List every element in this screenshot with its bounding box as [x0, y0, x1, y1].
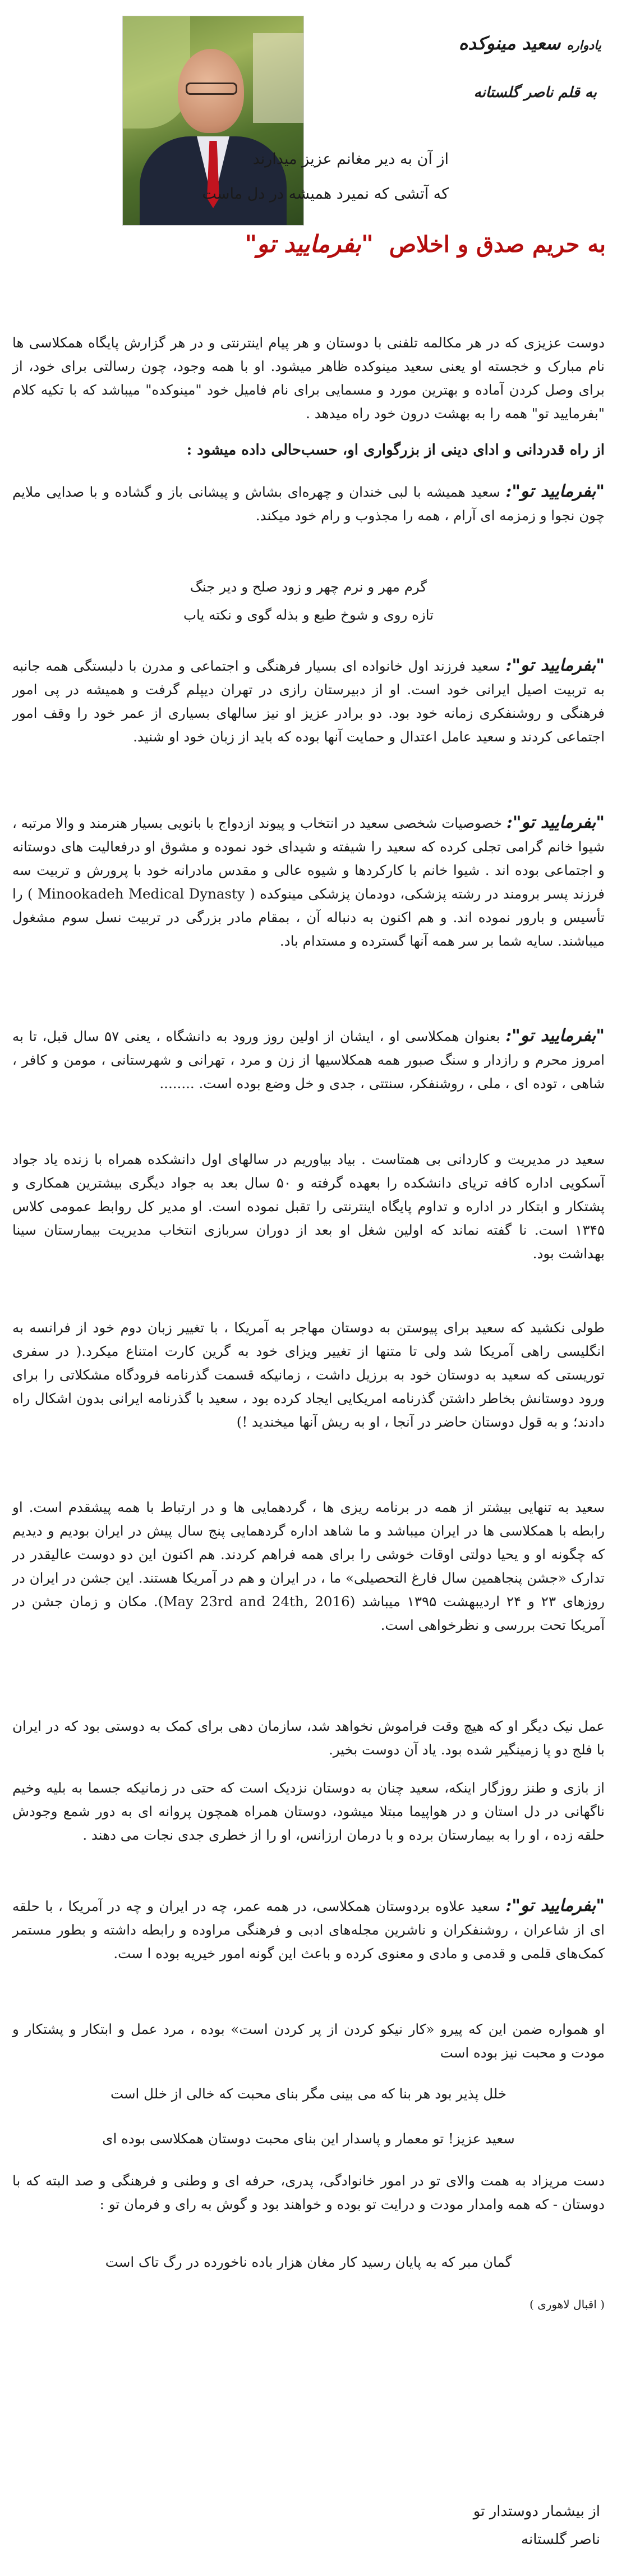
paragraph-2: "بفرمایید تو": سعید فرزند اول خانواده ای بسیار فرهنگی و اجتماعی و مدرن با دلبستگی همه جانبه به تربیت اصیل ایرانی خود است. او از دبیرستان رازی در تهران دیپلم گرفت و همیشه در پی امور فرهنگی و روشنفکری زمانه خود بود. دو برادر عزیز او نیز سالهای بسیاری از عمر خود را وقف امور اجتماعی کردند و سعید عامل اعتدال و حمایت آنها بوده که باید از زبان خود او شنید. [12, 655, 605, 745]
verse-1: گرم مهر و نرم چهر و زود صلح و دیر جنگ [190, 578, 427, 595]
byline: به قلم ناصر گلستانه [473, 84, 597, 101]
memorial-title: یادواره سعید مینوکده [458, 33, 601, 54]
paragraph-13: دست مریزاد به همت والای تو در امور خانوادگی، پدری، حرفه ای و وطنی و فرهنگی و صد البته که با دوستان - که همه وامدار مودت و درایت تو بوده و خواهند بود و گوش به رای و فرمان تو : [12, 2172, 605, 2212]
closing-line: از بیشمار دوستدار تو [473, 2503, 600, 2520]
paragraph-3: "بفرمایید تو": خصوصیات شخصی سعید در انتخاب و پیوند ازدواج با بانویی بسیار هنرمند و والا مرتبه ، شیوا خانم گرامی تجلی کرده که سعید را شیفته و شیدای خود نموده و مشوق او درفعالیت های دوستانه و اجتماعی بوده اند . شیوا خانم با کارکردها و شیوه عالی و مقدس مادرانه خود با پرورش و تربیت سه فرزند پسر برومند در رشته پزشکی، دودمان پزشکی مینوکده ( Minookadeh Medical Dynasty ) را تأسیس و بارور نموده اند. و هم اکنون به دنباله آن ، بمقام مادر بزرگی در تربیت نسل سوم مشغول میباشند. سایه شما بر سر همه آنها گسترده و مستدام باد. [12, 812, 605, 949]
verse-2: تازه روی و شوخ طبع و بذله گوی و نکته یاب [183, 606, 434, 623]
paragraph-5: سعید در مدیریت و کاردانی بی همتاست . بیاد بیاوریم در سالهای اول دانشکده همراه با زنده یاد جواد آسکویی اداره کافه تریای دانشکده را بعهده گرفته و ۵۰ سال بعد به جواد دیگری بیشترین همکاری و پشتکار و ابتکار در اداره و تداوم پایگاه اینترنتی را تقبل نموده است. او مدیر کل روابط عمومی کلاس ۱۳۴۵ است. نا گفته نماند که اولین شغل او بعد از دوران سربازی انتخاب مدیریت بیمارستان سینا بهداشت بود. [12, 1151, 605, 1262]
paragraph-12: سعید عزیز! تو معمار و پاسدار این بنای محبت دوستان همکلاسی بوده ای [102, 2130, 515, 2147]
paragraph-8: عمل نیک دیگر او که هیچ وقت فراموش نخواهد شد، سازمان دهی برای کمک به دوستی بود که در ایران با فلج دو پا زمینگیر شده بود. یاد آن دوست بخیر. [12, 1717, 605, 1758]
paragraph-6: طولی نکشید که سعید برای پیوستن به دوستان مهاجر به آمریکا ، با تغییر زبان دوم خود از فرانسه به انگلیسی راهی آمریکا شد ولی تا متنها از تغییر ویزای خود به گرین کارت امتناع میکرد.( در سفری توریستی که سعید به دوستان خود به برزیل داشت ، زمانیکه قسمت گذرنامه فرودگاه مشکلاتی را برای ورود دوستانش بخاطر داشتن گذرنامه امریکایی ایجاد کرده بود ، سعید با گذرنامه ایرانی بدون اشکال راه دادند؛ و به قول دوستان حاضر در آنجا ، او به ریش آنها میخندید !) [12, 1319, 605, 1430]
poem-line-1: از آن به دیر مغانم عزیز میدارند [252, 150, 449, 168]
main-heading: به حریم صدق و اخلاص "بفرمایید تو" [245, 230, 606, 258]
signature-name: ناصر گلستانه [521, 2531, 600, 2548]
verse-4: گمان مبر که به پایان رسید کار مغان هزار باده ناخورده در رگ تاک است [105, 2253, 512, 2270]
paragraph-4: "بفرمایید تو": بعنوان همکلاسی او ، ایشان از اولین روز ورود به دانشگاه ، یعنی ۵۷ سال قبل، تا به امروز محرم و رازدار و سنگ صبور همه همکلاسیها از زن و مرد ، تهرانی و شهرستانی ، مومن و کافر ، شاهی ، توده ای ، ملی ، روشنفکر، سنتتی ، جدی و خل وضع بوده است. ........ [12, 1025, 605, 1092]
verse-4-attribution: ( اقبال لاهوری ) [529, 2298, 605, 2311]
paragraph-9: از بازی و طنز روزگار اینکه، سعید چنان به دوستان نزدیک است که حتی در زمانیکه جسما به بلیه وخیم ناگهانی در دل استان و در هواپیما مبتلا میشود، دوستان همراه همچون پروانه ای به دور شمع وجودش حلقه زده ، او را به بیمارستان برده و با درمان ارزانس، او را از خطری جدی نجات می دهند . [12, 1779, 605, 1843]
paragraph-11: او همواره ضمن این که پیرو «کار نیکو کردن از پر کردن است» بوده ، مرد عمل و ابتکار و پشتکار و مودت و محبت نیز بوده است [12, 2020, 605, 2061]
paragraph-10: "بفرمایید تو": سعید علاوه بردوستان همکلاسی، در همه عمر، چه در ایران و چه در آمریکا ، با حلقه ای از شاعران ، روشنفکران و ناشرین مجله‌های ادبی و فرهنگی مراوده و رابطه داشته و بطور مستمر کمک‌های قلمی و قدمی و مادی و معنوی کرده و باعث این گونه امور خیریه بوده ا ست. [12, 1895, 605, 1961]
intro-paragraph: دوست عزیزی که در هر مکالمه تلفنی با دوستان و هر پیام اینترنتی و در هر گزارش پایگاه همکلاسی ها نام مبارک و خجسته او یعنی سعید مینوکده ظاهر میشود. او با همه وجود، چون رسالتی برای خود، از برای وصل کردن آماده و بهترین مورد و مسمایی برای نام فامیل خود "مینوکده" میباشد که با تکیه کلام "بفرمایید تو" همه را به بهشت درون خود راه میدهد . [12, 334, 605, 421]
gratitude-line: از راه قدردانی و ادای دینی از بزرگواری او، حسب‌حالی داده میشود : [186, 442, 605, 459]
poem-line-2: که آتشی که نمیرد همیشه در دل ماست [202, 185, 449, 203]
verse-3: خلل پذیر بود هر بنا که می بینی مگر بنای محبت که خالی از خلل است [110, 2085, 507, 2102]
paragraph-1: "بفرمایید تو": سعید همیشه با لبی خندان و چهره‌ای بشاش و پیشانی باز و گشاده و با صدایی ملایم چون نجوا و زمزمه ای آرام ، همه را مجذوب و رام خود میکند. [12, 481, 605, 524]
paragraph-7: سعید به تنهایی بیشتر از همه در برنامه ریزی ها ، گردهمایی ها و در ارتباط با همه پیشقدم است. او رابطه با همکلاسی ها در ایران میباشد و ما شاهد اداره گردهمایی پنج سال پیش در ایران بودیم و دیدیم که چگونه او و یحیا دولتی اوقات خوشی را برای همه فراهم کردند. هم اکنون این دو دوست عالیقدر در تدارک «جشن پنجاهمین سال فارغ التحصیلی» ما ، در ایران و هم در آمریکا هستند. این جشن در ایران در روزهای ۲۳ و ۲۴ اردیبهشت ۱۳۹۵ میباشد (May 23rd and 24th, 2016). مکان و زمان جشن در آمریکا تحت بررسی و نظرخواهی است. [12, 1498, 605, 1633]
